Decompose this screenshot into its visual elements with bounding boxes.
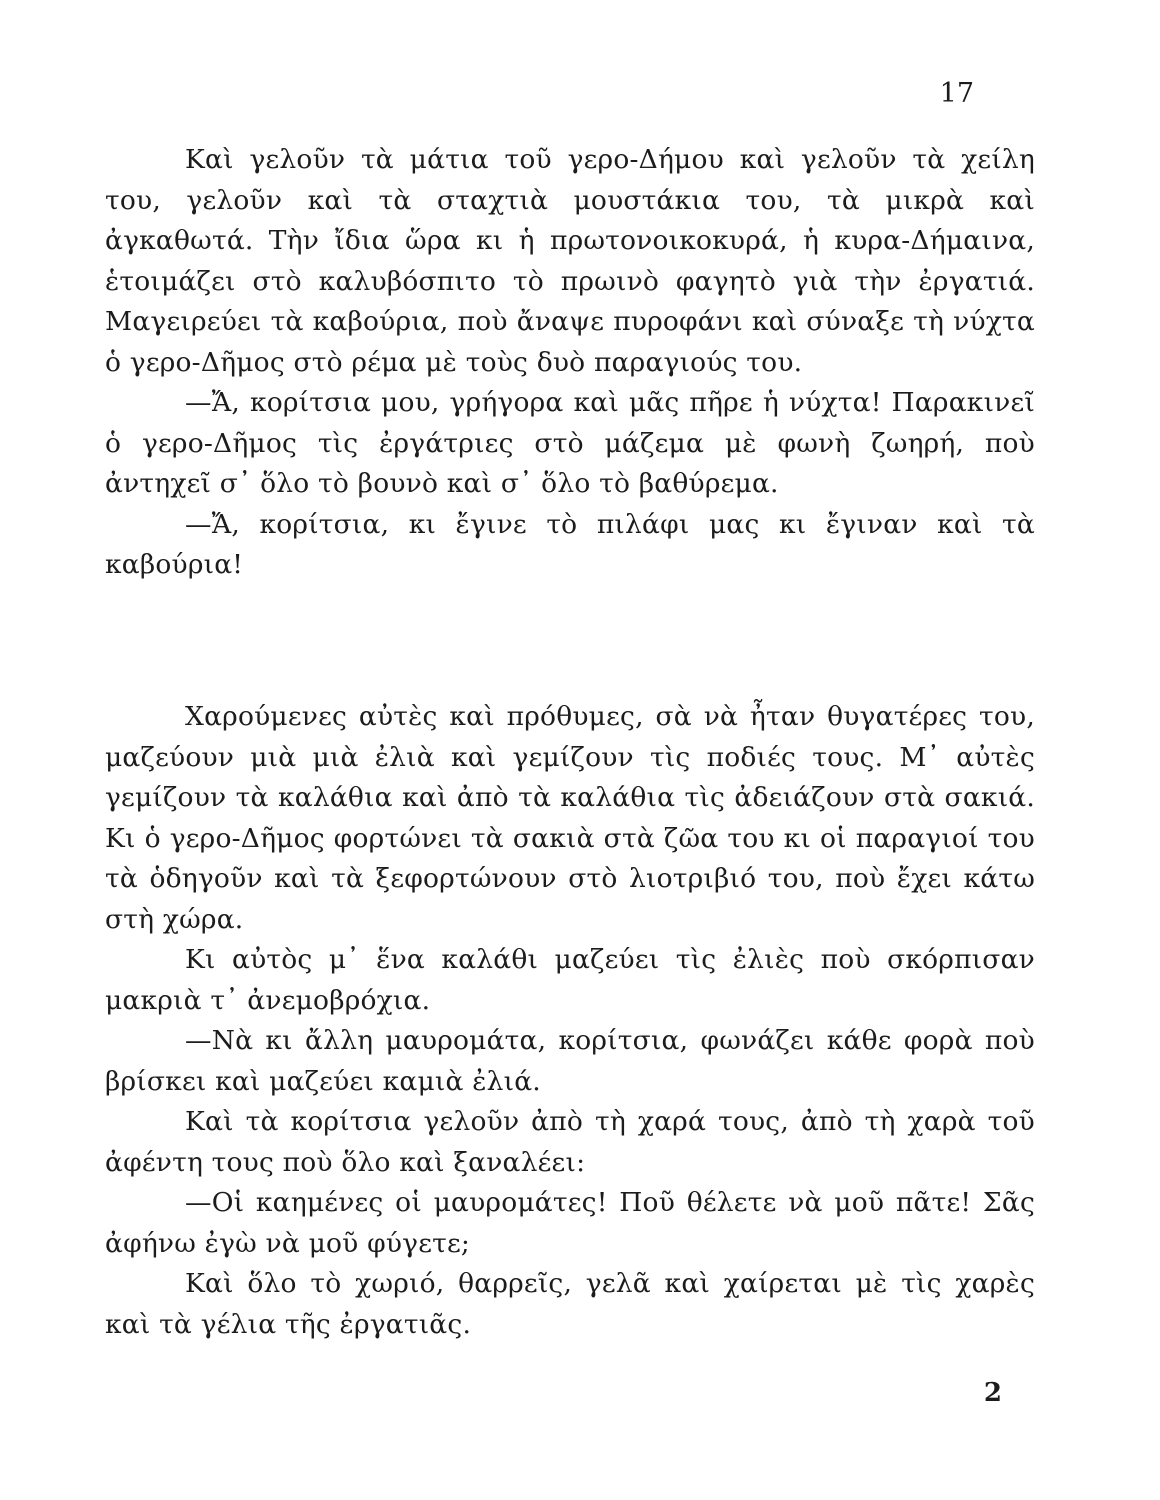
- paragraph: Καὶ τὰ κορίτσια γελοῦν ἀπὸ τὴ χαρά τους, ἀπὸ τὴ χαρὰ τοῦ ἀφέντη τους ποὺ ὅλο καὶ ξαναλέει:: [105, 1106, 1035, 1178]
- paragraph: —Ἄ, κορίτσια, κι ἔγινε τὸ πιλάφι μας κι ἔγιναν καὶ τὰ καβούρια!: [105, 508, 1035, 580]
- paragraph: Κι αὐτὸς μ᾿ ἕνα καλάθι μαζεύει τὶς ἐλιὲς ποὺ σκόρπισαν μακριὰ τ᾿ ἀνεμοβρόχια.: [105, 944, 1035, 1016]
- signature-mark: 2: [983, 1378, 1002, 1408]
- paragraph: —Νὰ κι ἄλλη μαυρομάτα, κορίτσια, φωνάζει κάθε φορὰ ποὺ βρίσκει καὶ μαζεύει καμιὰ ἐλιά.: [105, 1025, 1035, 1097]
- paragraph: Καὶ ὅλο τὸ χωριό, θαρρεῖς, γελᾶ καὶ χαίρεται μὲ τὶς χαρὲς καὶ τὰ γέλια τῆς ἐργατιᾶς.: [105, 1268, 1035, 1340]
- page-number: 17: [939, 78, 974, 109]
- paragraph: Χαρούμενες αὐτὲς καὶ πρόθυμες, σὰ νὰ ἦταν θυγατέρες του, μαζεύουν μιὰ μιὰ ἐλιὰ καὶ γεμίζουν τὶς ποδιές τους. Μ᾿ αὐτὲς γεμίζουν τὰ καλάθια καὶ ἀπὸ τὰ καλάθια τὶς ἀδειάζουν στὰ σακιά. Κι ὁ γερο-Δῆμος φορτώνει τὰ σακιὰ στὰ ζῶα του κι οἱ παραγιοί του τὰ ὁδηγοῦν καὶ τὰ ξεφορτώνουν στὸ λιοτριβιό του, ποὺ ἔχει κάτω στὴ χώρα.: [105, 701, 1035, 935]
- text-section-1: [105, 140, 1035, 586]
- paragraph: —Ἄ, κορίτσια μου, γρήγορα καὶ μᾶς πῆρε ἡ νύχτα! Παρακινεῖ ὁ γερο-Δῆμος τὶς ἐργάτριες στὸ μάζεμα μὲ φωνὴ ζωηρή, ποὺ ἀντηχεῖ σ᾿ ὅλο τὸ βουνὸ καὶ σ᾿ ὅλο τὸ βαθύρεμα.: [105, 387, 1035, 499]
- paragraph: —Οἱ καημένες οἱ μαυρομάτες! Ποῦ θέλετε νὰ μοῦ πᾶτε! Σᾶς ἀφήνω ἐγὼ νὰ μοῦ φύγετε;: [105, 1187, 1035, 1259]
- text-section-2: [105, 697, 1035, 1345]
- paragraph: Καὶ γελοῦν τὰ μάτια τοῦ γερο-Δήμου καὶ γελοῦν τὰ χείλη του, γελοῦν καὶ τὰ σταχτιὰ μουστάκια του, τὰ μικρὰ καὶ ἀγκαθωτά. Τὴν ἴδια ὥρα κι ἡ πρωτονοικοκυρά, ἡ κυρα-Δήμαινα, ἑτοιμάζει στὸ καλυβόσπιτο τὸ πρωινὸ φαγητὸ γιὰ τὴν ἐργατιά. Μαγειρεύει τὰ καβούρια, ποὺ ἄναψε πυροφάνι καὶ σύναξε τὴ νύχτα ὁ γερο-Δῆμος στὸ ρέμα μὲ τοὺς δυὸ παραγιούς του.: [105, 144, 1035, 378]
